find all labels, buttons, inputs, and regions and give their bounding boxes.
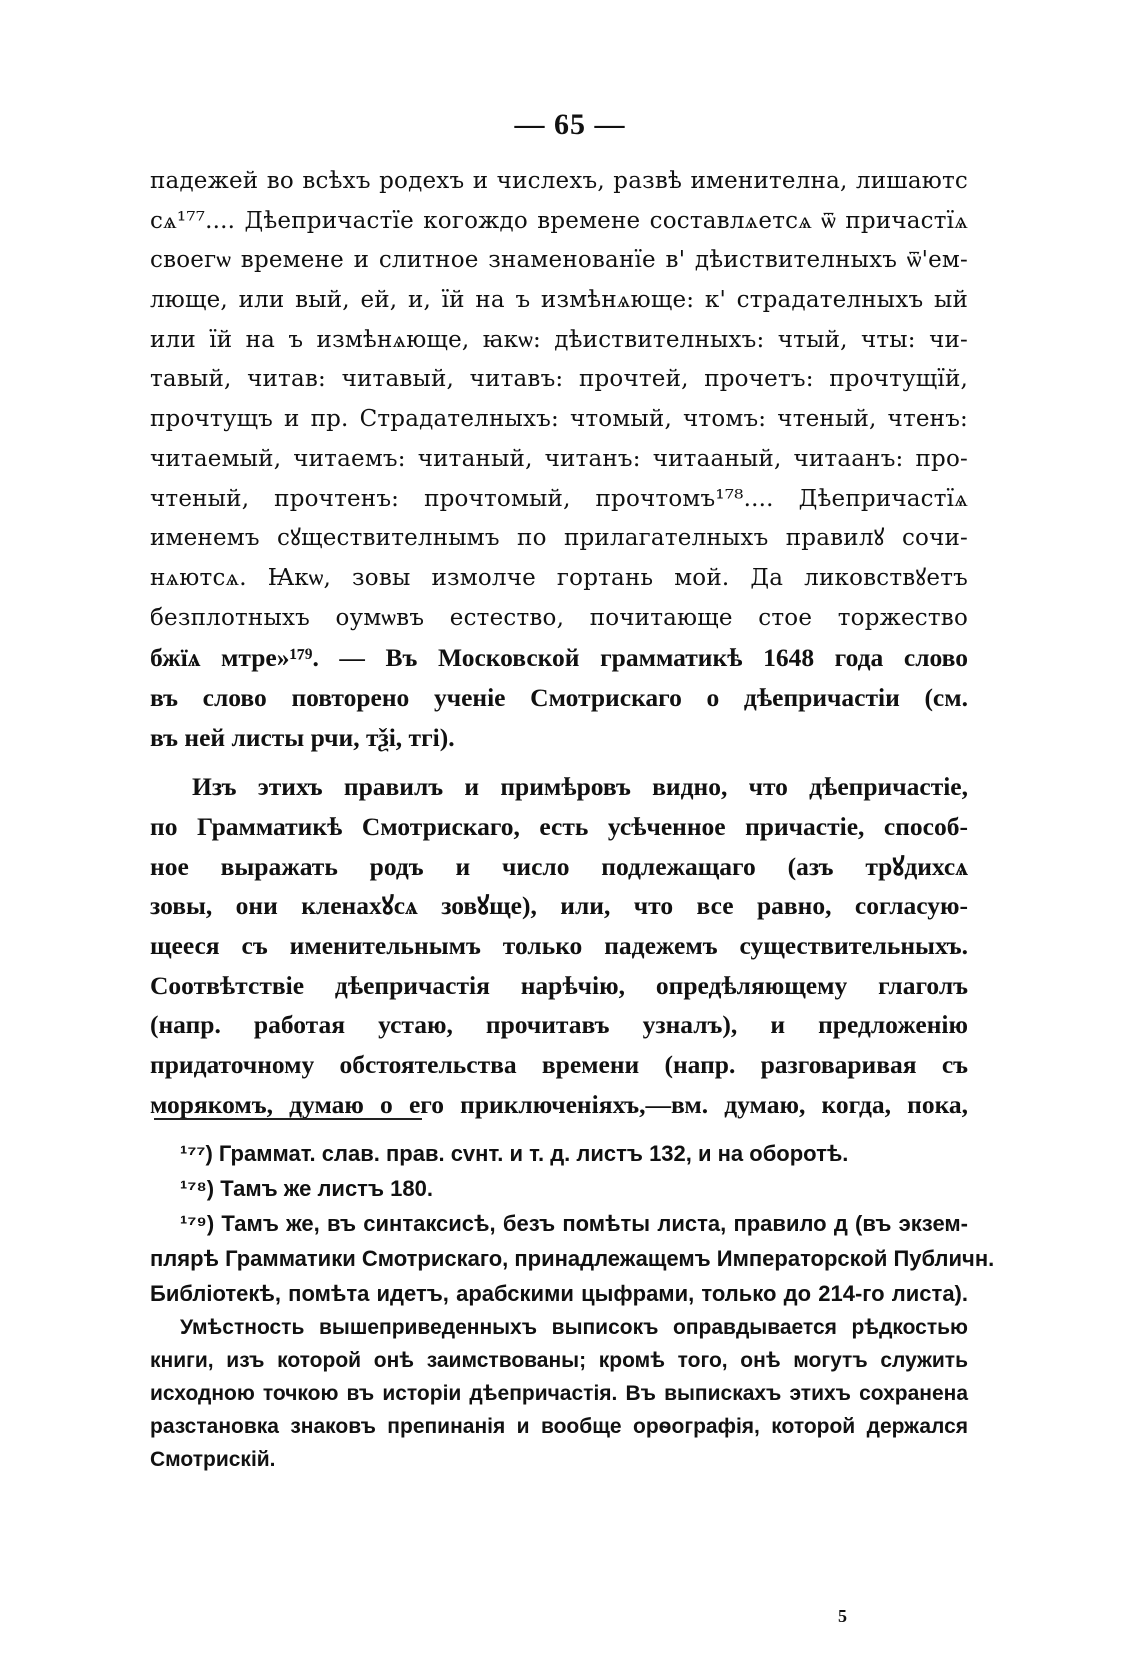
text-line: чтеный, прочтенъ: прочтомый, прочтомъ¹⁷⁸.... Дѣепричастїѧ <box>150 485 968 512</box>
text-line: безплотныхъ оумѡвъ естество, почитающе стое торжество <box>150 604 968 631</box>
text-line: зовы, они кленахꙋсѧ зовꙋще), или, что все равно, согласую- <box>150 891 968 921</box>
text-line: Изъ этихъ правилъ и примѣровъ видно, что дѣепричастіе, <box>192 772 968 802</box>
signature-mark: 5 <box>838 1606 847 1626</box>
text-line: прочтущъ и пр. Страдателныхъ: чтомый, чтомъ: чтеный, чтенъ: <box>150 406 968 433</box>
text-line: падежей во всѣхъ родехъ и числехъ, развѣ именителна, лишаютс <box>150 168 968 194</box>
footnote-line: исходною точкою въ исторіи дѣепричастія. Въ выпискахъ этихъ сохранена <box>150 1382 968 1405</box>
footnote-line: ¹⁷⁹) Тамъ же, въ синтаксисѣ, безъ помѣты листа, правило д (въ экзем- <box>180 1211 968 1236</box>
footnotes <box>150 1136 995 1476</box>
text-line: придаточному обстоятельства времени (напр. разговаривая съ <box>150 1050 968 1080</box>
text-line: (напр. работая устаю, прочитавъ узналъ), и предложенію <box>150 1010 968 1040</box>
text-line: морякомъ, думаю о его приключеніяхъ,—вм. думаю, когда, пока, <box>150 1089 968 1119</box>
text-line: или їй на ъ измѣнѧюще, ꙗкѡ: дѣиствителныхъ: чтый, чты: чи- <box>150 326 968 353</box>
footnote-line: разстановка знаковъ препинанія и вообще орѳографія, которой держался <box>150 1415 968 1438</box>
text-line: своегѡ времене и слитное знаменованїе в' дѣиствителныхъ ѿ'ем- <box>150 247 968 274</box>
text-line: въ слово повторено ученіе Смотрискаго о дѣепричастіи (см. <box>150 682 968 712</box>
text-line: нѧютсѧ. Ꙗкѡ, зовы измолче гортань мой. Да ликовствꙋетъ <box>150 564 968 591</box>
text-line: въ ней листы рчи, тѯi, тгi). <box>150 722 455 752</box>
text-line: тавый, читав: читавый, читавъ: прочтей, прочетъ: прочтущїй, <box>150 366 968 393</box>
paragraph-gap <box>150 757 968 767</box>
text-line: именемъ сꙋществителнымъ по прилагателныхъ правилꙋ сочи- <box>150 525 968 552</box>
text-line: по Грамматикѣ Смотрискаго, есть усѣченное причастіе, способ- <box>150 812 968 841</box>
footnote-line: Умѣстность вышеприведенныхъ выписокъ оправдывается рѣдкостью <box>180 1316 968 1339</box>
footnote-line: Смотрискій. <box>150 1448 276 1471</box>
text-line: лющe, или вый, ей, и, їй на ъ измѣнѧюще: к' страдателныхъ ый <box>150 287 968 314</box>
page-number: — 65 — <box>514 108 626 141</box>
footnote-line: плярѣ Грамматики Смотрискаго, принадлежащемъ Императорской Публичн. <box>150 1246 995 1271</box>
footnote-line: книги, изъ которой онѣ заимствованы; кромѣ того, онѣ могутъ служить <box>150 1349 968 1372</box>
text-line: Соотвѣтствіе дѣепричастія нарѣчію, опредѣляющему глаголъ <box>150 970 968 1000</box>
text-line: сѧ¹⁷⁷.... Дѣепричастїе когождо времене составлѧетсѧ ѿ причастїѧ <box>150 207 968 234</box>
footnote-line: Библіотекѣ, помѣта идетъ, арабскими цыфрами, только до 214-го листа). <box>150 1281 968 1306</box>
text-line: ное выражать родъ и число подлежащаго (азъ трꙋдихсѧ <box>150 851 968 881</box>
footnote-divider <box>154 1118 422 1120</box>
footnote-line: ¹⁷⁸) Тамъ же листъ 180. <box>180 1176 433 1201</box>
main-text <box>150 162 968 1125</box>
footnote-line: ¹⁷⁷) Граммат. слав. прав. сvнт. и т. д. листъ 132, и на оборотѣ. <box>180 1141 849 1166</box>
text-line: читаемый, читаемъ: читаный, читанъ: читааный, читаанъ: про- <box>150 445 968 472</box>
text-line: щееся съ именительнымъ только падежемъ существительныхъ. <box>150 931 968 961</box>
text-line: бжїѧ мтре»¹⁷⁹. — Въ Московской грамматикѣ 1648 года слово <box>150 643 968 673</box>
